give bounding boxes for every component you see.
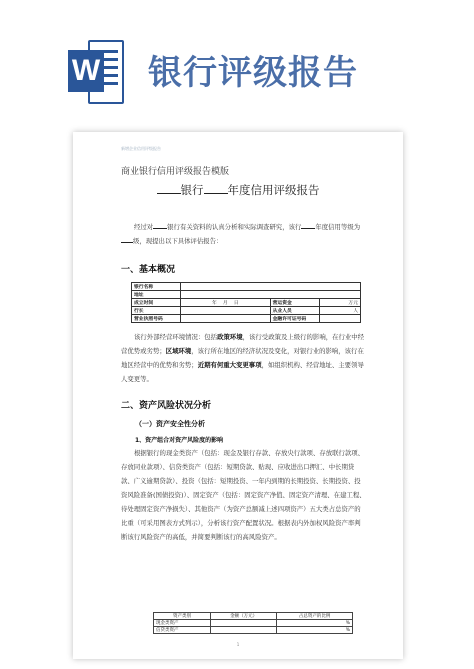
section-heading: 一、基本概况 — [121, 265, 176, 275]
para-text: ，该行所在地区的经济状况及变化，对银行业的影响，该行在地区经营中的优势和劣势； — [121, 347, 364, 369]
table-cell: % — [277, 620, 353, 627]
table-cell — [181, 283, 361, 291]
table-cell: 金融许可证号码 — [270, 315, 319, 323]
intro-text: 年度信用等级为 — [315, 223, 361, 231]
document-page — [73, 132, 403, 659]
subsubsection-heading: 1、资产组合对资产风险度的影响 — [135, 437, 224, 444]
table-cell — [211, 620, 277, 627]
table-cell: 营运资金 — [270, 299, 319, 307]
banner-title: 银行评级报告 — [148, 53, 358, 93]
table-header-cell: 金额（万元） — [211, 613, 277, 620]
asset-paragraph: 根据银行的现金类资产（包括：现金及银行存款、存放央行款项、存放联行款项、存放同业款项）、信贷类资产（包括：短期贷款、贴现、应收进出口押汇、中长期贷款、广义逾期贷款）、投资（包括：短期投资、一年内到期的长期投资、长期投资、投资风险准备(国债投资)）、固定资产（包括：固定资产净值、固定资产清理、在建工程、待处理固定资产净损失）、其他资产（为资产总额减上述四项资产）五大类占总资产的比重（可采用图表方式列示），分析该行资产配置状况。根据表内外加权风险资产率判断该行风险资产的高低，并简要判断该行的高风险资产。 — [121, 449, 366, 541]
title-rest: 年度信用评级报告 — [227, 183, 320, 197]
table-cell — [181, 315, 271, 323]
blank-line — [153, 222, 167, 229]
table-row — [132, 291, 361, 299]
table-row — [132, 299, 361, 307]
intro-text: 级，现提出以下具体评估报告： — [133, 237, 223, 245]
table-cell: 从业人员 — [270, 307, 319, 315]
document-title — [73, 182, 403, 198]
table-header-cell: 资产类别 — [154, 613, 211, 620]
word-app-icon — [68, 40, 126, 104]
table-cell — [319, 315, 360, 323]
table-cell: 行长 — [132, 307, 181, 315]
para-bold: 政策环境 — [217, 333, 243, 341]
table-row — [132, 315, 361, 323]
asset-table — [153, 612, 353, 634]
table-cell: % — [277, 627, 353, 634]
document-subtitle: 商业银行信用评级报告模版 — [121, 167, 230, 177]
table-header-row — [154, 613, 353, 620]
table-row — [154, 620, 353, 627]
para-bold: 近期有何重大变更事项 — [197, 361, 262, 369]
table-cell: 地址 — [132, 291, 181, 299]
table-row — [154, 627, 353, 634]
table-cell: 银行名称 — [132, 283, 181, 291]
blank-line — [157, 184, 181, 194]
environment-paragraph — [121, 330, 367, 386]
table-row — [132, 283, 361, 291]
basic-info-table — [131, 282, 361, 323]
para-text: ，如组织机构、经营地址、主要领导人变更等。 — [121, 361, 364, 383]
date-day: 日 — [233, 301, 239, 306]
table-cell — [181, 299, 271, 307]
banner — [0, 0, 474, 118]
blank-line — [121, 236, 133, 243]
table-cell — [181, 307, 271, 315]
table-cell: 营业执照号码 — [132, 315, 181, 323]
table-cell: 万元 — [319, 299, 360, 307]
word-badge-icon: W — [68, 50, 104, 92]
intro-text: 经过对 — [134, 223, 154, 231]
para-text: ，该行受政策及上级行的影响，在行业中经营优势或劣势； — [121, 333, 365, 355]
page-number: 1 — [236, 642, 240, 647]
table-cell — [211, 627, 277, 634]
date-month: 月 — [222, 301, 228, 306]
para-text: 该行外部经营环境情况：包括 — [134, 333, 218, 341]
para-bold: 区域环境 — [165, 347, 192, 355]
blank-line — [301, 222, 315, 229]
table-cell — [181, 291, 361, 299]
blank-line — [204, 184, 228, 194]
table-header-cell: 占总资产的比例 — [277, 613, 353, 620]
intro-text: 银行有关资料的认真分析和实际调查研究，该行 — [167, 223, 302, 231]
title-bank: 银行 — [180, 183, 204, 197]
subsection-heading: （一）资产安全性分析 — [135, 420, 205, 428]
table-cell: 现金类资产 — [154, 620, 211, 627]
section-heading: 二、资产风险状况分析 — [121, 401, 212, 411]
page-header: 新增企业信用评级报告 — [121, 146, 161, 151]
table-cell: 信贷类资产 — [154, 627, 211, 634]
table-row — [132, 307, 361, 315]
table-cell: 成立时间 — [132, 299, 181, 307]
intro-paragraph — [121, 220, 367, 248]
date-year: 年 — [211, 301, 217, 306]
table-cell: 人 — [319, 307, 360, 315]
